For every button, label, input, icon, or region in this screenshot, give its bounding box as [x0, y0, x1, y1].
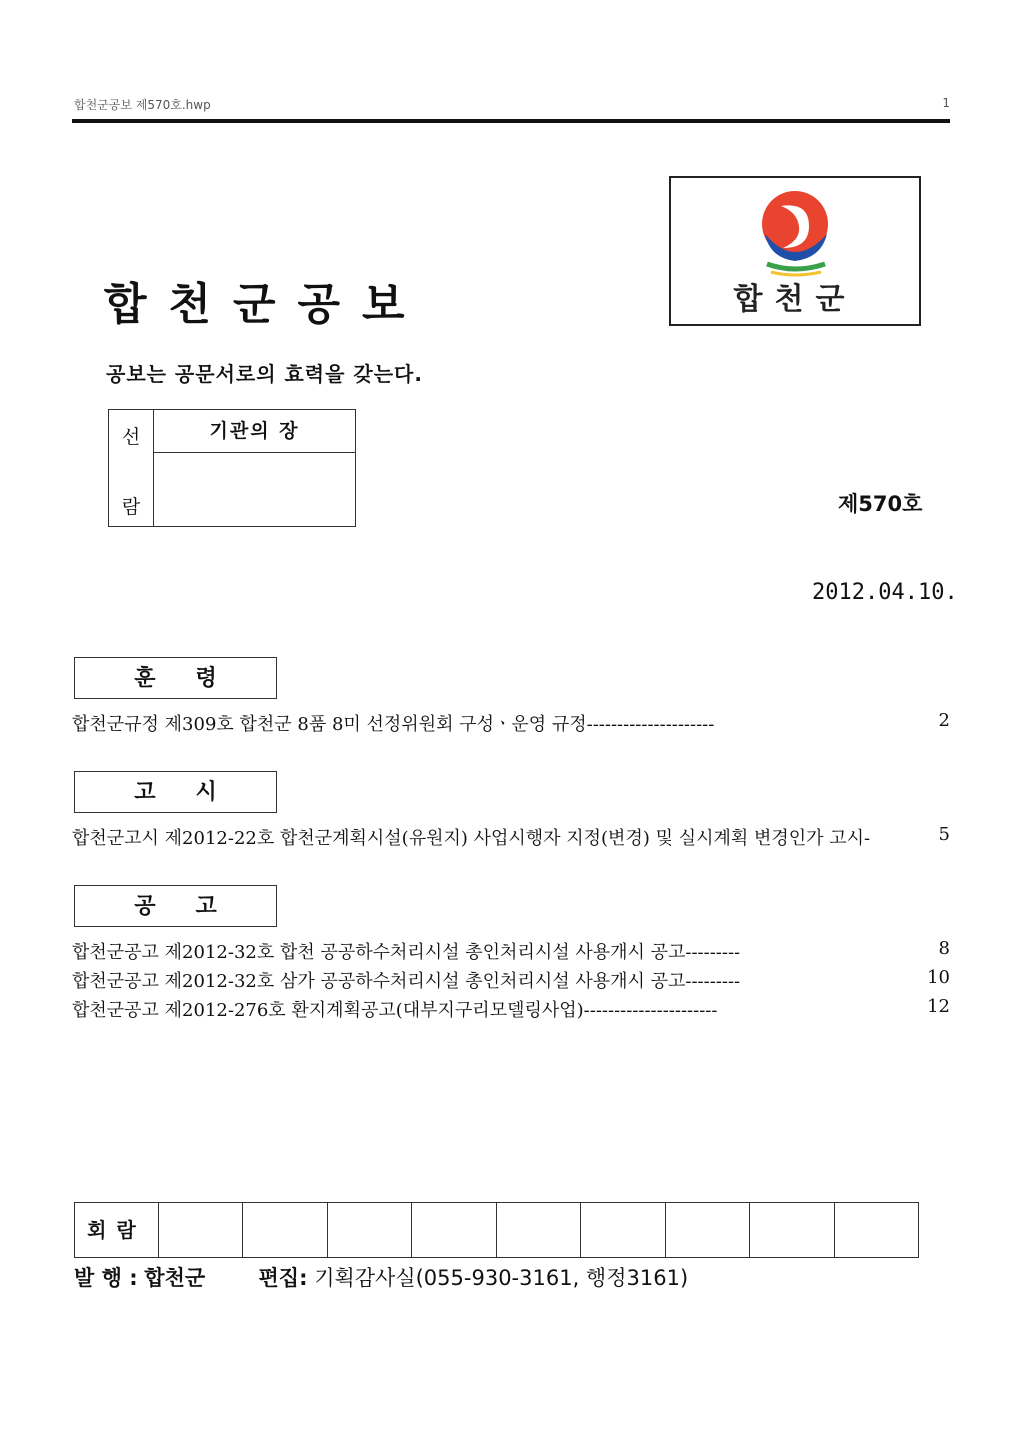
toc-entry-text: 합천군공고 제2012-32호 합천 공공하수처리시설 총인처리시설 사용개시 공고---------: [72, 942, 741, 963]
county-emblem-icon: [671, 178, 919, 278]
circulation-approval-table: [108, 409, 356, 527]
section-heading-notice: 고시: [74, 771, 277, 813]
toc-entry[interactable]: [72, 967, 952, 995]
issue-date: 2012.04.10.: [812, 580, 958, 605]
bulletin-subtitle: 공보는 공문서로의 효력을 갖는다.: [106, 362, 423, 386]
sign-cell: [159, 1203, 243, 1257]
section-heading-announcement: 공고: [74, 885, 277, 927]
publisher-label: 발 행 :: [74, 1266, 138, 1290]
toc-entry[interactable]: [72, 710, 952, 738]
sign-cell: [666, 1203, 750, 1257]
publisher: 합천군: [144, 1266, 206, 1290]
approval-header-agency-head: 기관의 장: [154, 410, 355, 453]
header-rule: [72, 119, 950, 123]
sign-cell: [328, 1203, 412, 1257]
running-header-page-number: 1: [942, 96, 950, 110]
sign-cell: [750, 1203, 834, 1257]
toc-entry-page: 12: [927, 996, 950, 1017]
toc-entry-page: 8: [938, 938, 950, 959]
sign-cell: [835, 1203, 918, 1257]
approval-label-bottom: 람: [121, 496, 141, 518]
toc-entry-text: 합천군고시 제2012-22호 합천군계획시설(유원지) 사업시행자 지정(변경) 및 실시계획 변경인가 고시-: [72, 828, 871, 849]
toc-entry[interactable]: [72, 996, 952, 1024]
toc-entry-text: 합천군공고 제2012-276호 환지계획공고(대부지구리모델링사업)----------------------: [72, 1000, 718, 1021]
approval-label-top: 선: [121, 426, 141, 448]
approval-label-column: [109, 410, 154, 526]
toc-entry-text: 합천군공고 제2012-32호 삼가 공공하수처리시설 총인처리시설 사용개시 공고---------: [72, 971, 741, 992]
toc-entry-page: 5: [938, 824, 950, 845]
section-heading-directive: 훈령: [74, 657, 277, 699]
toc-entry[interactable]: [72, 938, 952, 966]
logo-text: 합천군: [733, 282, 857, 317]
editor: 기획감사실(055-930-3161, 행정3161): [314, 1266, 689, 1290]
issue-number: 제570호: [838, 492, 923, 516]
running-header-filename: 합천군공보 제570호.hwp: [74, 98, 211, 112]
sign-cell: [412, 1203, 496, 1257]
county-logo: [669, 176, 921, 326]
sign-cell: [581, 1203, 665, 1257]
toc-entry-text: 합천군규정 제309호 합천군 8품 8미 선정위원회 구성ㆍ운영 규정---------------------: [72, 714, 715, 735]
circulation-sign-table: [74, 1202, 919, 1258]
toc-entry-page: 2: [938, 710, 950, 731]
bulletin-title: 합천군공보: [104, 279, 427, 330]
publication-footer: [74, 1262, 688, 1292]
editor-label: 편집:: [258, 1266, 308, 1290]
toc-entry[interactable]: [72, 824, 952, 852]
toc-entry-page: 10: [927, 967, 950, 988]
sign-cell: [497, 1203, 581, 1257]
circulation-label: 회람: [75, 1203, 159, 1257]
sign-cell: [243, 1203, 327, 1257]
